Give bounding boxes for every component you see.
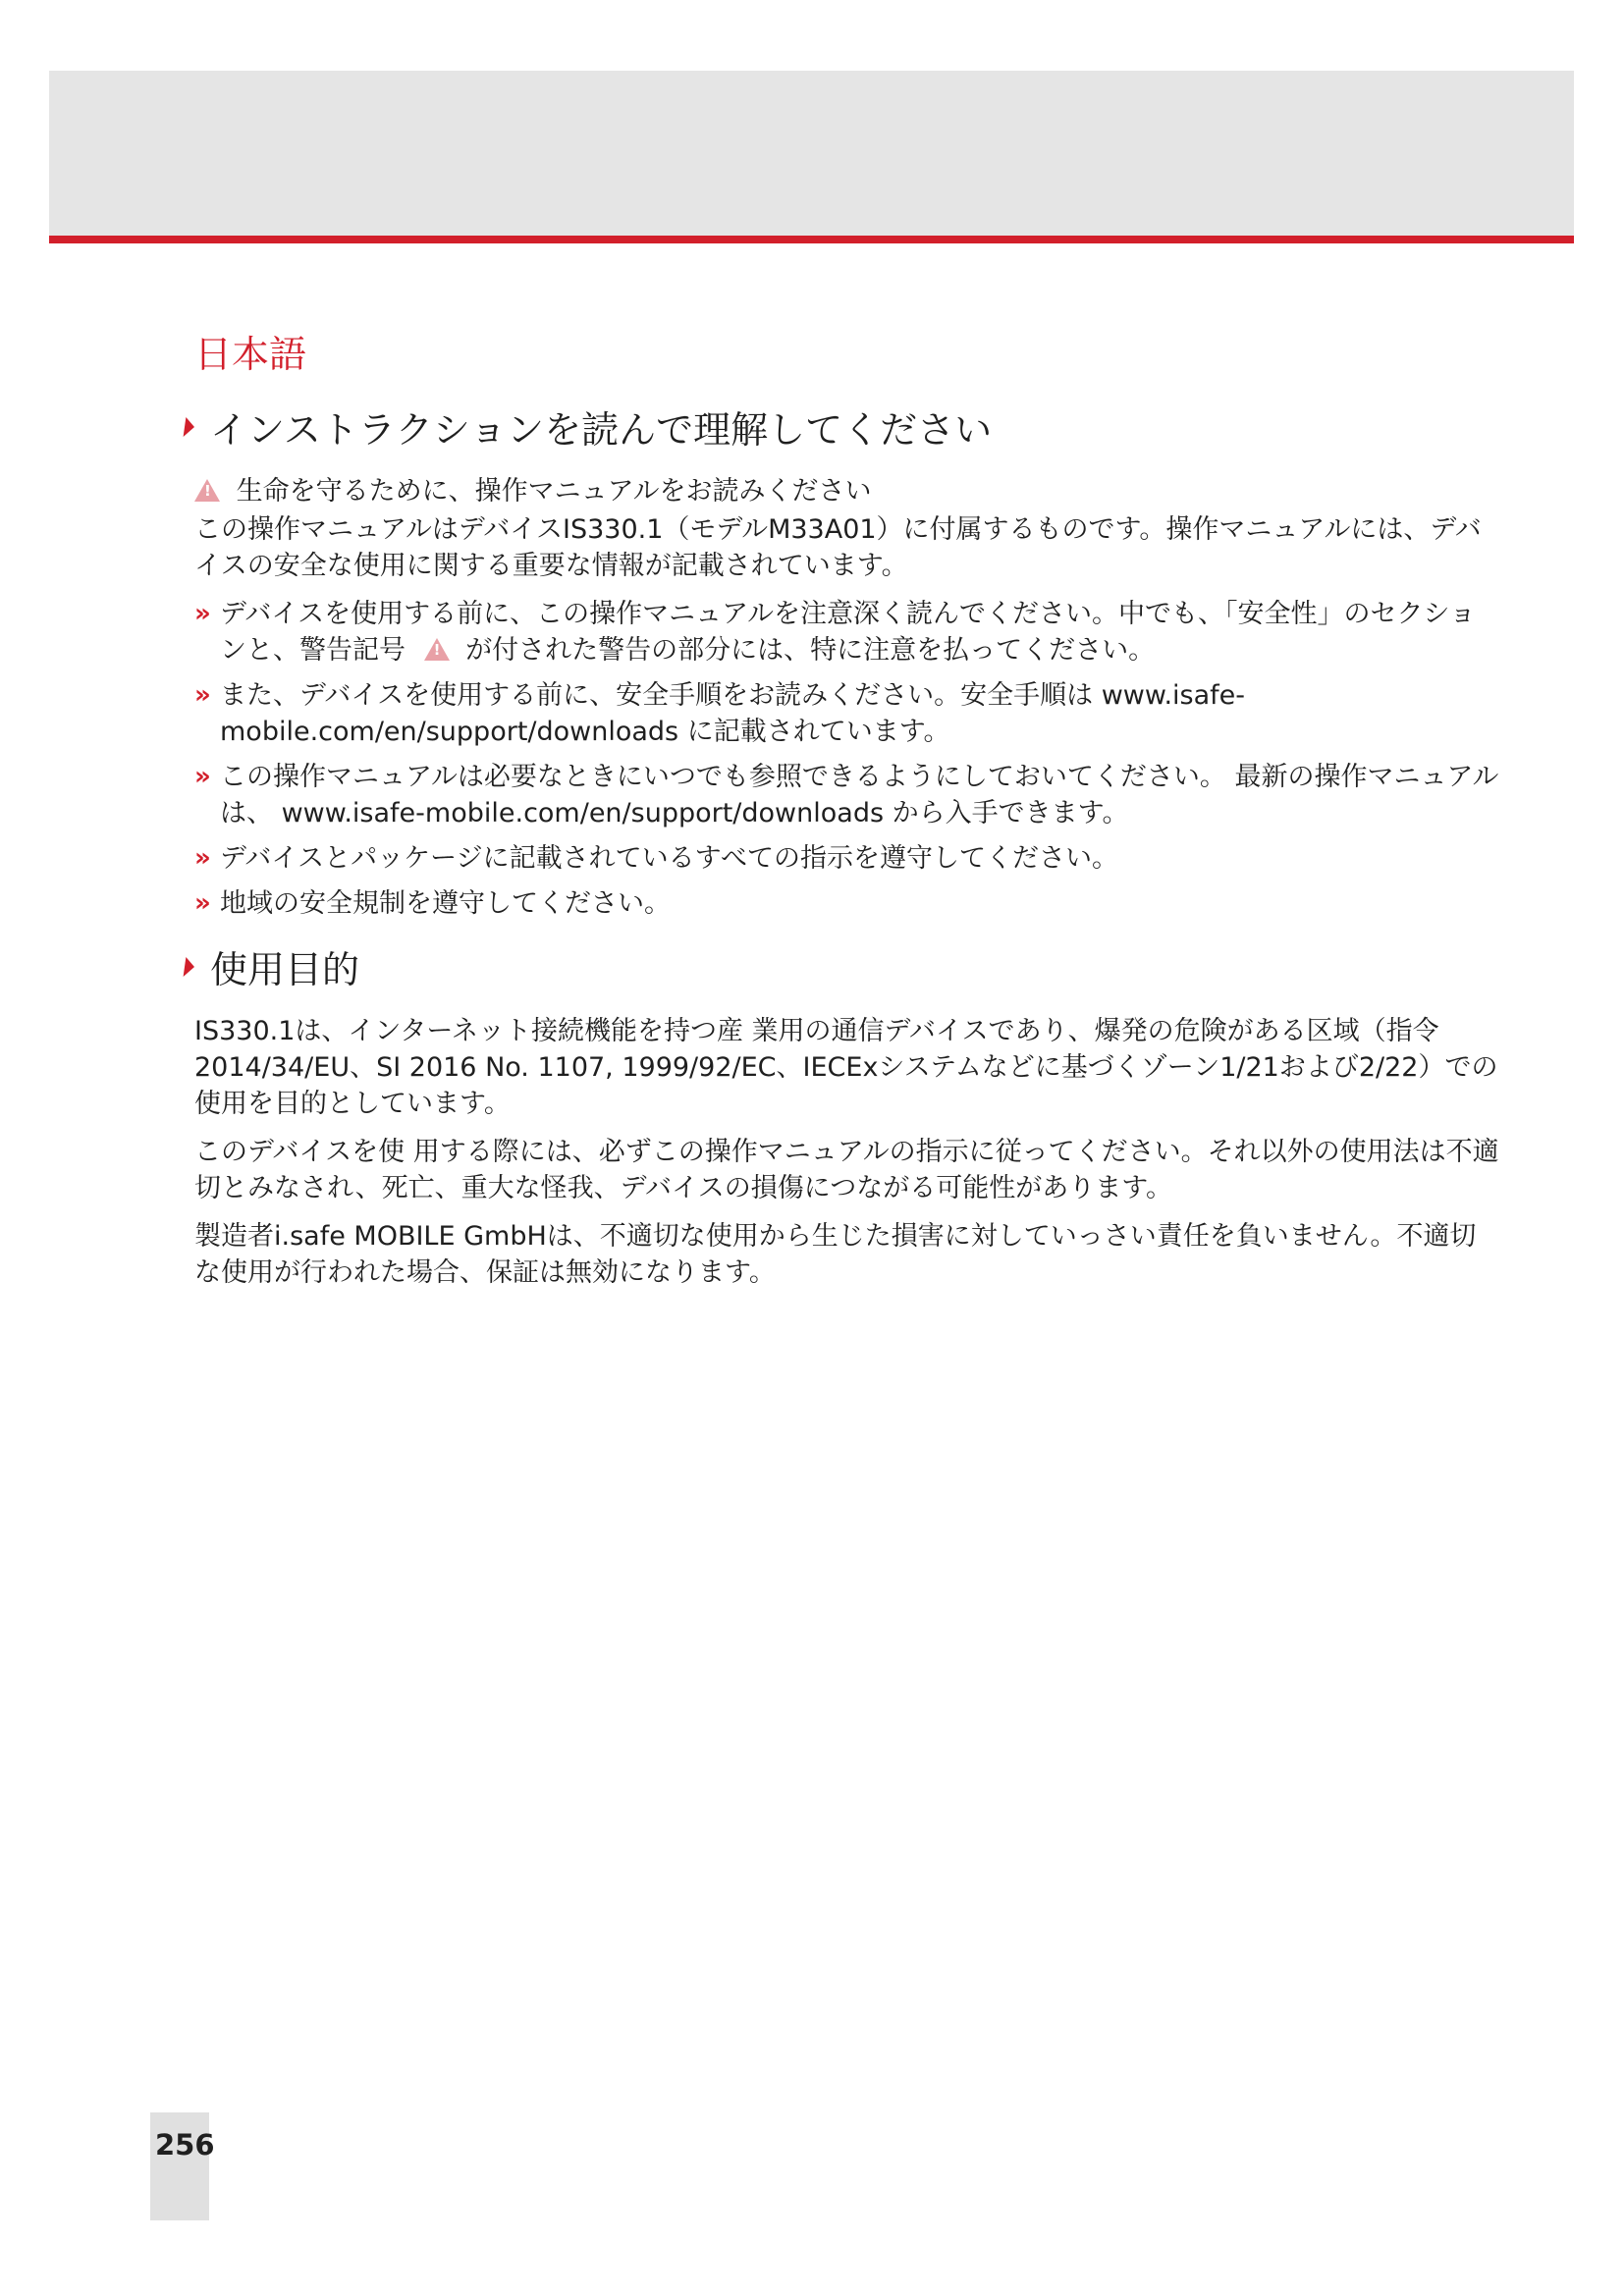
double-chevron-icon: » <box>194 888 211 918</box>
list-item-text: デバイスとパッケージに記載されているすべての指示を遵守してください。 <box>220 843 1119 874</box>
liability-paragraph: 製造者i.safe MOBILE GmbHは、不適切な使用から生じた損害に対していっさい責任を負いません。不適切な使用が行われた場合、保証は無効になります。 <box>194 1221 1477 1288</box>
list-item-text-post: が付された警告の部分には、特に注意を払ってください。 <box>465 635 1156 666</box>
list-item <box>194 677 1500 750</box>
page-number: 256 <box>155 2128 215 2162</box>
double-chevron-icon: » <box>194 843 211 873</box>
double-chevron-icon: » <box>194 599 211 628</box>
list-item-text: 地域の安全規制を遵守してください。 <box>220 888 671 919</box>
language-title: 日本語 <box>194 333 307 376</box>
page-content <box>194 324 1500 1303</box>
section-title-text: 使用目的 <box>210 948 360 991</box>
section-title-instructions <box>185 400 1500 454</box>
intended-use-paragraph: IS330.1は、インターネット接続機能を持つ産 業用の通信デバイスであり、爆発の危険がある区域（指令2014/34/EU、SI 2016 No. 1107, 1999/92/EC、IECExシステムなどに基づくゾーン1/21および2/22）での使用を目的としています。 <box>194 1016 1498 1119</box>
instruction-list <box>194 596 1500 922</box>
section-title-text: インストラクションを読んで理解してください <box>210 408 993 452</box>
list-item-text: この操作マニュアルは必要なときにいつでも参照できるようにしておいてください。 最新の操作マニュアルは、 www.isafe-mobile.com/en/support/downloads から入手できます。 <box>220 762 1499 828</box>
chevron-right-icon <box>184 957 196 977</box>
list-item <box>194 596 1500 668</box>
list-item <box>194 840 1500 877</box>
warning-triangle-icon <box>424 638 450 661</box>
double-chevron-icon: » <box>194 680 211 710</box>
header-band <box>49 71 1574 240</box>
intro-paragraph: この操作マニュアルはデバイスIS330.1（モデルM33A01）に付属するものです。操作マニュアルには、デバイスの安全な使用に関する重要な情報が記載されています。 <box>194 514 1482 581</box>
section-title-intended-use <box>185 939 1500 993</box>
list-item <box>194 759 1500 831</box>
warning-line <box>194 473 1500 509</box>
list-item <box>194 885 1500 922</box>
double-chevron-icon: » <box>194 762 211 791</box>
list-item-text-pre: デバイスを使用する前に、この操作マニュアルを注意深く読んでください。中でも、「安全性」のセクションと、警告記号 <box>220 599 1476 666</box>
warning-triangle-icon <box>194 479 220 502</box>
list-item-text: また、デバイスを使用する前に、安全手順をお読みください。安全手順は www.isafe-mobile.com/en/support/downloads に記載されています。 <box>220 680 1246 747</box>
header-rule <box>49 236 1574 243</box>
chevron-right-icon <box>184 417 196 437</box>
usage-paragraph: このデバイスを使 用する際には、必ずこの操作マニュアルの指示に従ってください。それ以外の使用法は不適切とみなされ、死亡、重大な怪我、デバイスの損傷につながる可能性があります。 <box>194 1137 1499 1203</box>
warning-text: 生命を守るために、操作マニュアルをお読みください <box>236 476 872 507</box>
